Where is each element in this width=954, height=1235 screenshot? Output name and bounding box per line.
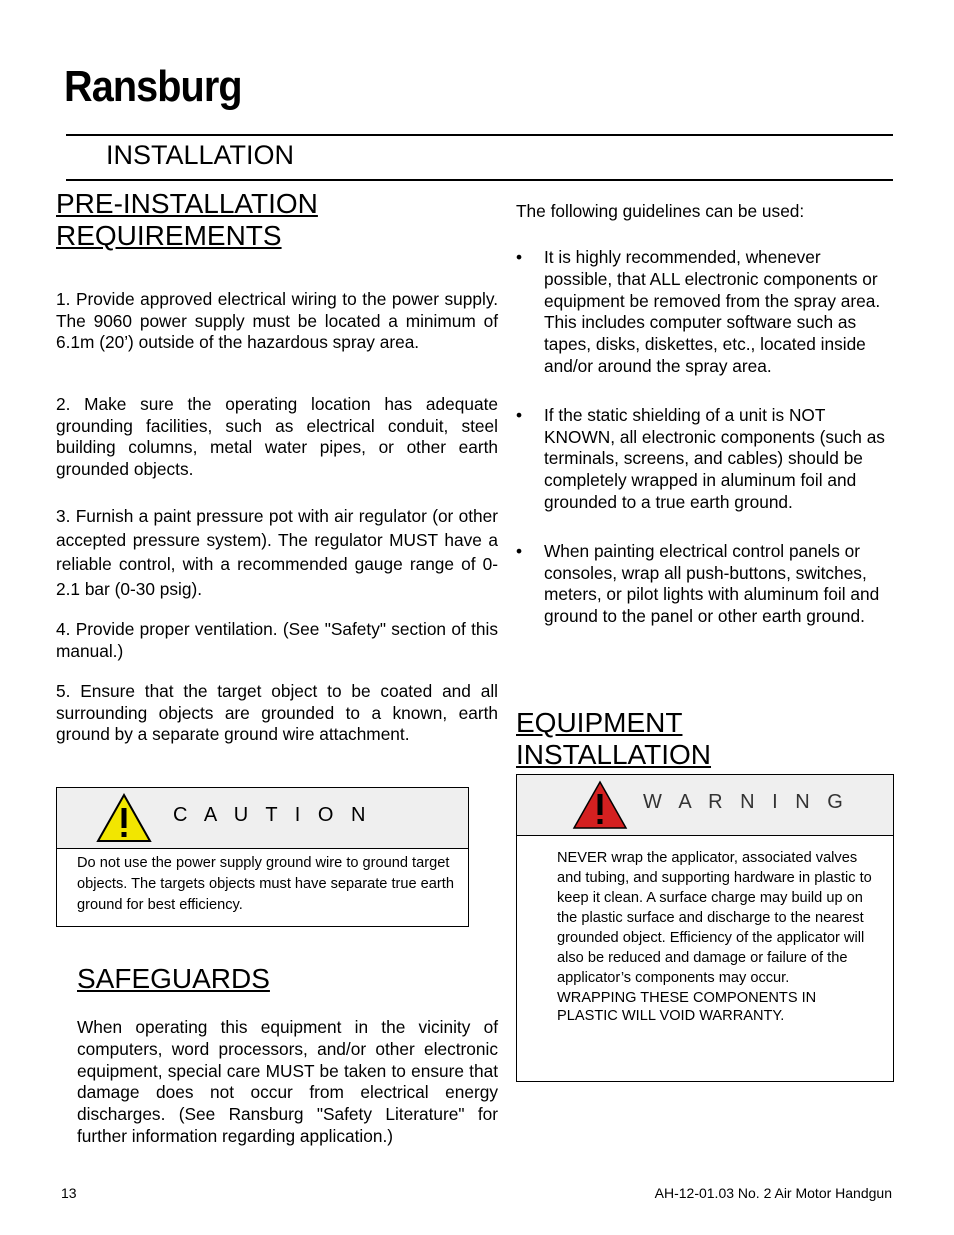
- caution-box: [56, 787, 469, 927]
- equipment-installation-heading: [516, 707, 711, 771]
- guideline-bullet-2: [516, 405, 892, 514]
- pre-installation-item-1: 1. Provide approved electrical wiring to the power supply. The 9060 power supply must be located a minimum of 6.1m (20’) outside of the hazardous spray area.: [56, 289, 498, 353]
- pre-installation-title-line2: REQUIREMENTS: [56, 220, 282, 251]
- warning-text: NEVER wrap the applicator, associated valves and tubing, and supporting hardware in plastic to keep it clean. A surface charge may build up on the plastic surface and discharge to the nearest grounded object. Efficiency of the applicator will also be reduced and damage or failure of the applicator’s components may occur.: [557, 850, 872, 986]
- pre-installation-title-line1: PRE-INSTALLATION: [56, 188, 318, 219]
- caution-label: C A U T I O N: [173, 804, 372, 826]
- page-number: 13: [61, 1185, 77, 1201]
- equipment-title-line2: INSTALLATION: [516, 739, 712, 770]
- guideline-text-2: If the static shielding of a unit is NOT KNOWN, all electronic components (such as terminals, screens, and cables) should be completely wrapped in aluminum foil and grounded to a true earth ground.: [544, 404, 885, 512]
- bullet-dot-icon: •: [516, 247, 523, 267]
- caution-text: Do not use the power supply ground wire to ground target objects. The targets objects must have separate true earth ground for best efficiency.: [77, 855, 454, 913]
- pre-installation-heading: [56, 188, 318, 252]
- warning-caps-text: WRAPPING THESE COMPONENTS IN PLASTIC WILL VOID WARRANTY.: [557, 990, 817, 1024]
- warning-header: [517, 775, 893, 836]
- header-rule-top: [66, 134, 893, 136]
- caution-header: [57, 788, 468, 849]
- document-id: AH-12-01.03 No. 2 Air Motor Handgun: [654, 1185, 892, 1201]
- guideline-bullet-1: [516, 247, 892, 378]
- pre-installation-item-4: 4. Provide proper ventilation. (See "Safety" section of this manual.): [56, 619, 498, 661]
- guideline-text-3: When painting electrical control panels or consoles, wrap all push-buttons, switches, meters, or pilot lights with aluminum foil and ground to the panel or other earth ground.: [544, 540, 880, 627]
- guidelines-list: [516, 247, 892, 653]
- pre-installation-item-3: 3. Furnish a paint pressure pot with air regulator (or other accepted pressure system). The regulator MUST have a reliable control, with a recommended gauge range of 0-2.1 bar (0-30 psig).: [56, 506, 498, 599]
- equipment-title-line1: EQUIPMENT: [516, 707, 683, 738]
- warning-label: W A R N I N G: [643, 791, 849, 813]
- pre-installation-item-5: 5. Ensure that the target object to be coated and all surrounding objects are grounded to a known, earth ground by a separate ground wire attachment.: [56, 681, 498, 745]
- ransburg-logo: Ransburg: [64, 62, 242, 111]
- bullet-dot-icon: •: [516, 404, 523, 425]
- guideline-bullet-3: [516, 541, 892, 628]
- warning-box: [516, 774, 894, 1082]
- pre-installation-item-2: 2. Make sure the operating location has adequate grounding facilities, such as electrical conduit, steel building columns, metal water pipes, or other earth grounded objects.: [56, 394, 498, 479]
- safeguards-heading: SAFEGUARDS: [77, 963, 270, 994]
- warning-triangle-icon: [571, 779, 629, 831]
- section-title: INSTALLATION: [106, 140, 295, 170]
- header-rule-bottom: [66, 179, 893, 181]
- guidelines-intro: The following guidelines can be used:: [516, 201, 805, 221]
- caution-triangle-icon: [95, 792, 153, 844]
- safeguards-text: When operating this equipment in the vicinity of computers, word processors, and/or other electronic equipment, special care MUST be taken to ensure that damage does not occur from electrical energy discharges. (See Ransburg "Safety Literature" for further information regarding application.): [77, 1017, 498, 1146]
- guideline-text-1: It is highly recommended, whenever possible, that ALL electronic components or equipment be removed from the spray area. This includes computer software such as tapes, disks, diskettes, etc., located inside and/or around the spray area.: [544, 247, 881, 376]
- bullet-dot-icon: •: [516, 540, 523, 561]
